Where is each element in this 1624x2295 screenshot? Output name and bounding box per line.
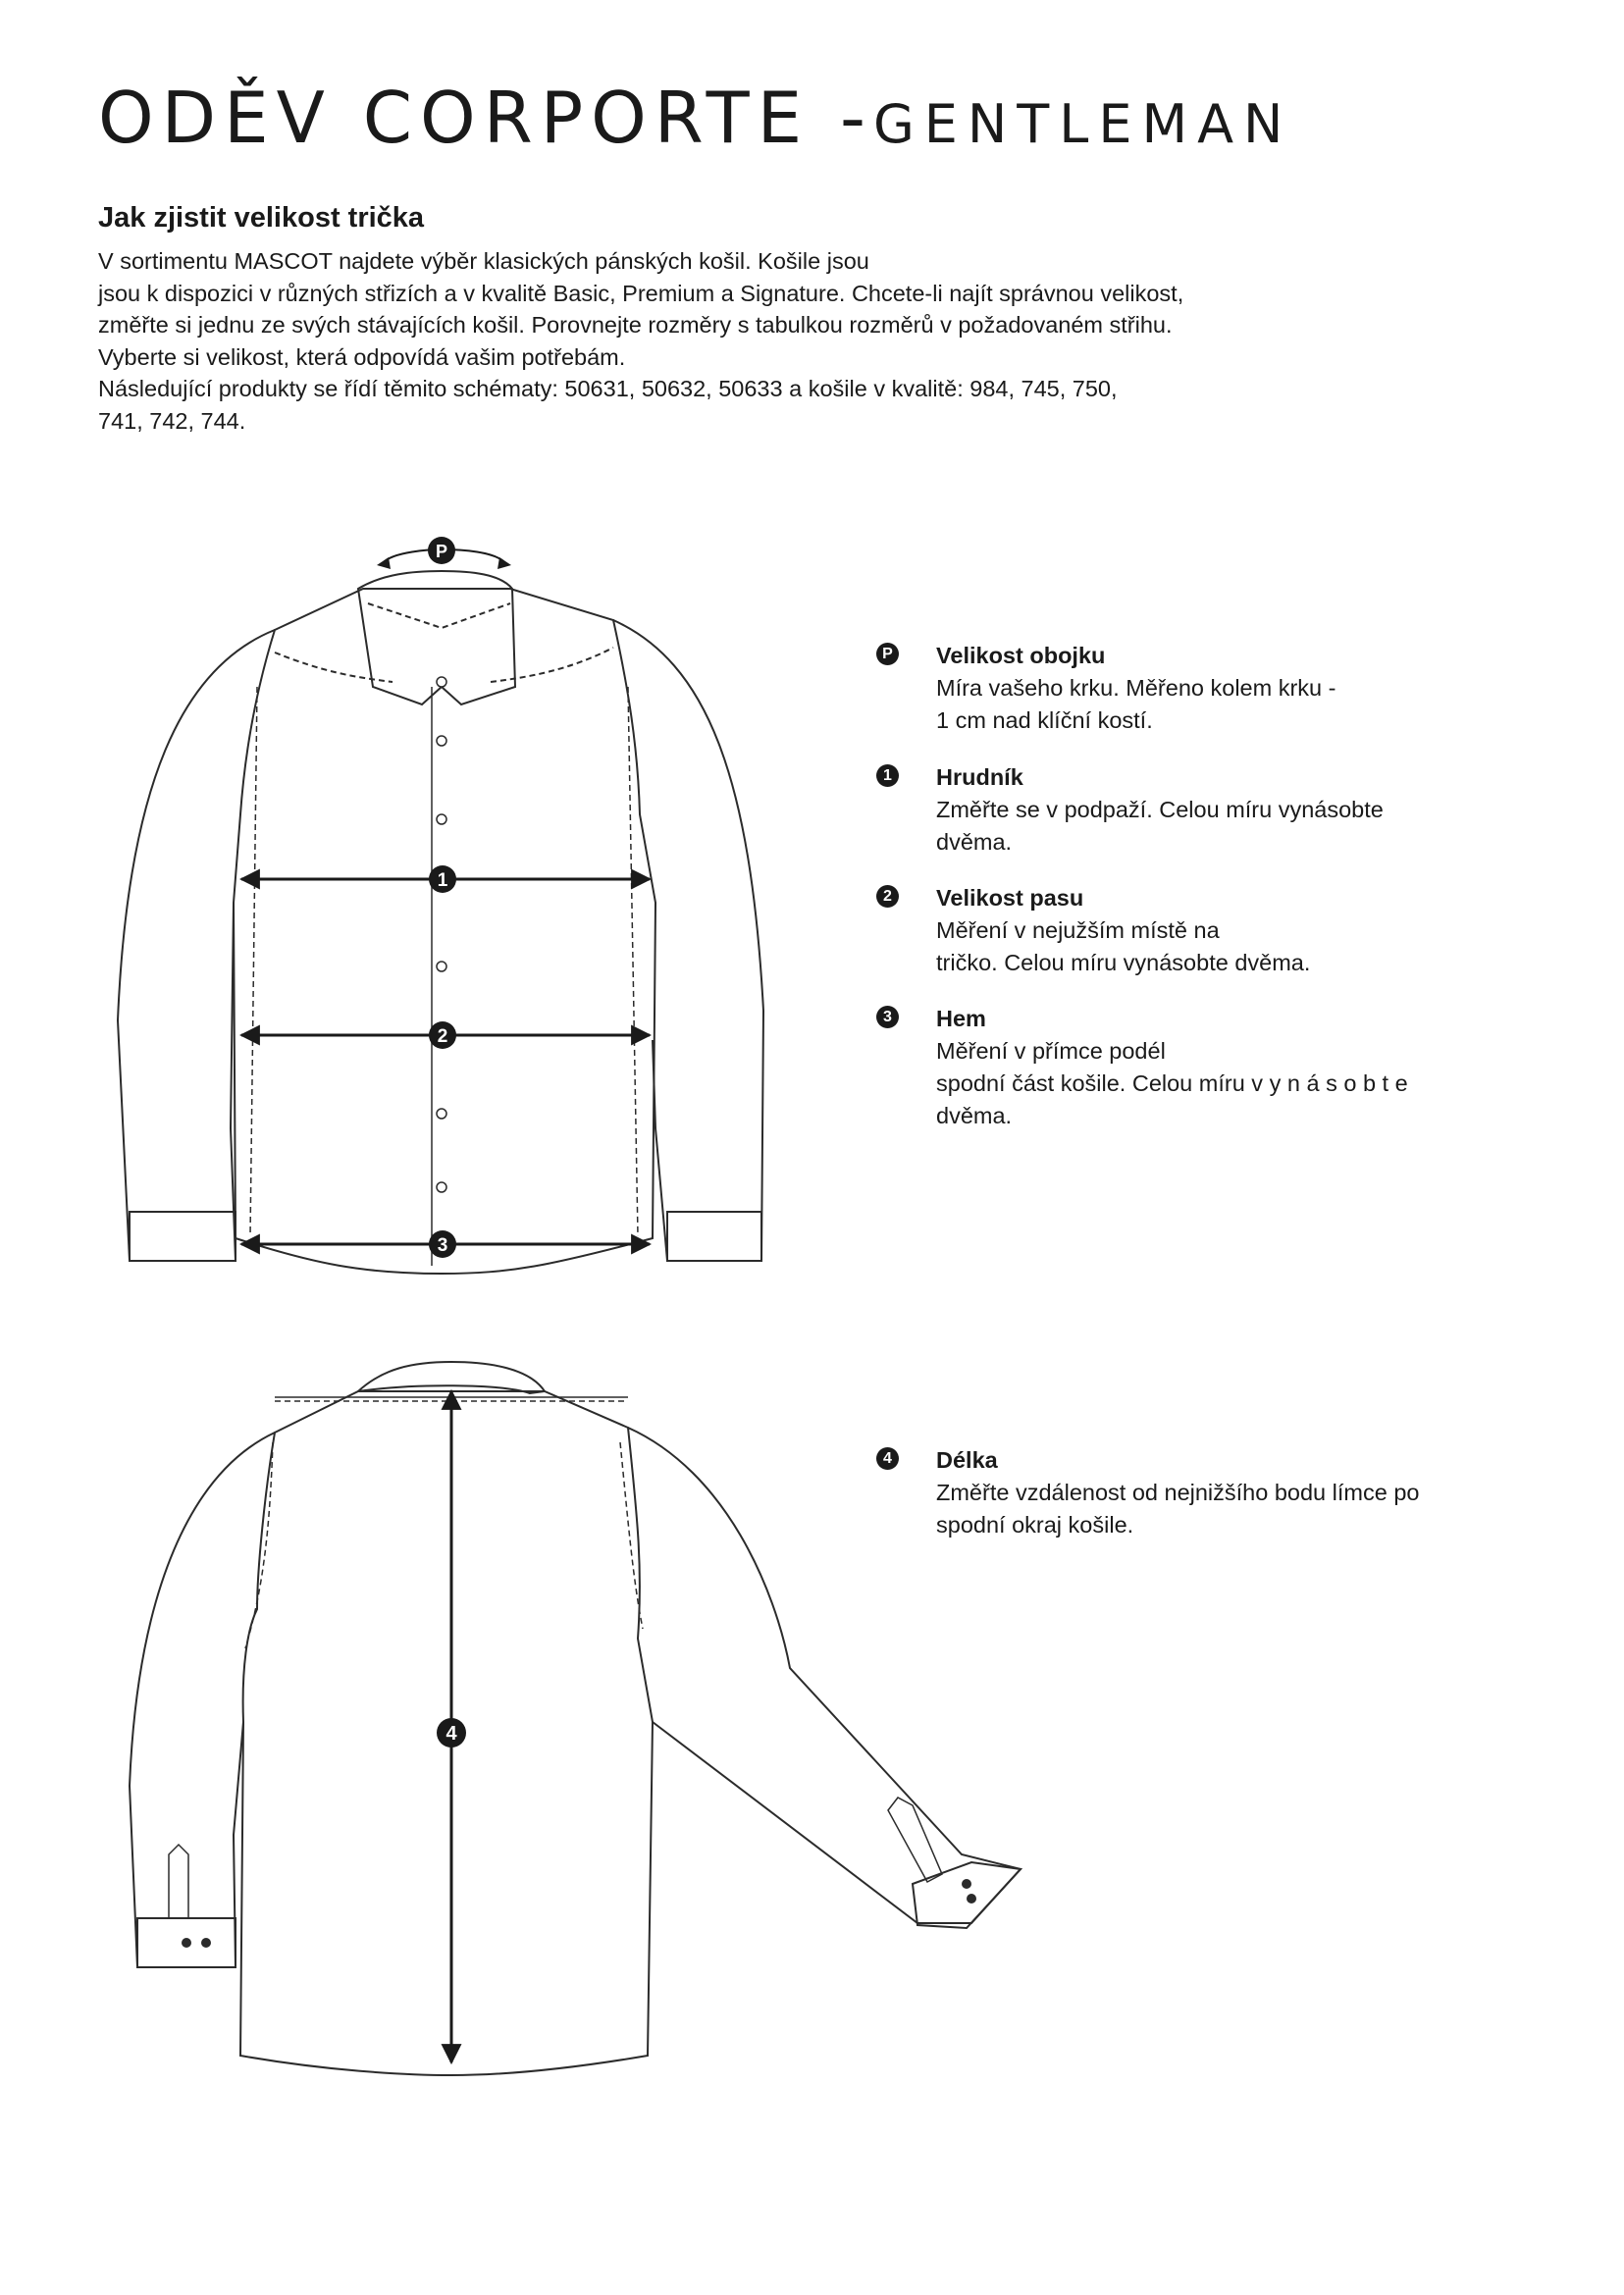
waist-measure bbox=[241, 1021, 650, 1049]
legend-line: Měření v nejužším místě na bbox=[936, 917, 1220, 943]
legend-line: tričko. Celou míru vynásobte dvěma. bbox=[936, 950, 1311, 975]
button bbox=[437, 736, 446, 746]
legend-title: Velikost obojku bbox=[936, 643, 1106, 668]
front-buttons bbox=[437, 677, 446, 1192]
legend-line: Míra vašeho krku. Měřeno kolem krku - bbox=[936, 675, 1336, 701]
front-right-sleeve bbox=[613, 620, 763, 1261]
marker-P: P bbox=[435, 542, 448, 561]
intro-line: změřte si jednu ze svých stávajících košil. Porovnejte rozměry s tabulkou rozměrů v požadovaném střihu. bbox=[98, 312, 1173, 338]
intro-line: Následující produkty se řídí těmito schématy: 50631, 50632, 50633 a košile v kvalitě: 984, 745, 750, bbox=[98, 376, 1118, 401]
legend-line: dvěma. bbox=[936, 1103, 1013, 1128]
marker-4: 4 bbox=[445, 1723, 457, 1745]
front-body-outline bbox=[234, 589, 655, 1274]
intro-line: V sortimentu MASCOT najdete výběr klasických pánských košil. Košile jsou bbox=[98, 248, 869, 274]
section-heading: Jak zjistit velikost trička bbox=[98, 202, 425, 234]
marker-3: 3 bbox=[437, 1235, 448, 1256]
shirt-front-drawing bbox=[118, 571, 763, 1274]
title-main: ODĚV CORPORTE - bbox=[98, 77, 873, 159]
legend-line: spodní část košile. Celou míru v y n á s o b t e bbox=[936, 1070, 1408, 1096]
button bbox=[437, 1182, 446, 1192]
button bbox=[437, 814, 446, 824]
legend-badge: 3 bbox=[876, 1006, 899, 1028]
legend-title: Hrudník bbox=[936, 764, 1023, 790]
legend-title: Hem bbox=[936, 1006, 986, 1031]
intro-line: 741, 742, 744. bbox=[98, 407, 246, 434]
marker-1: 1 bbox=[437, 870, 448, 891]
title-sub: GENTLEMAN bbox=[872, 93, 1293, 155]
front-left-cuff bbox=[130, 1212, 236, 1261]
legend-badge: 1 bbox=[876, 764, 899, 787]
legend-title: Délka bbox=[936, 1447, 998, 1473]
button bbox=[437, 962, 446, 971]
legend-badge: 4 bbox=[876, 1447, 899, 1470]
length-measure bbox=[437, 1391, 466, 2062]
legend-line: dvěma. bbox=[936, 829, 1013, 855]
legend-badge: 2 bbox=[876, 885, 899, 908]
button bbox=[437, 677, 446, 687]
back-collar bbox=[358, 1362, 545, 1393]
intro-line: Vyberte si velikost, která odpovídá vašim potřebám. bbox=[98, 343, 626, 370]
marker-2: 2 bbox=[437, 1026, 448, 1047]
legend-title: Velikost pasu bbox=[936, 885, 1084, 911]
legend-line: 1 cm nad klíční kostí. bbox=[936, 707, 1153, 733]
legend-line: spodní okraj košile. bbox=[936, 1512, 1134, 1538]
legend-line: Změřte vzdálenost od nejnižšího bodu límce po bbox=[936, 1480, 1420, 1505]
collar-measure bbox=[377, 537, 511, 569]
back-right-cuff bbox=[913, 1862, 1021, 1928]
back-left-sleeve bbox=[130, 1433, 275, 1967]
front-right-cuff bbox=[667, 1212, 761, 1261]
legend-badge: P bbox=[876, 643, 899, 665]
legend-line: Měření v přímce podél bbox=[936, 1038, 1166, 1064]
button bbox=[437, 1109, 446, 1119]
legend-line: Změřte se v podpaží. Celou míru vynásobte bbox=[936, 797, 1384, 822]
chest-measure bbox=[241, 865, 650, 893]
intro-line: jsou k dispozici v různých střizích a v kvalitě Basic, Premium a Signature. Chcete-li najít správnou velikost, bbox=[98, 280, 1184, 306]
